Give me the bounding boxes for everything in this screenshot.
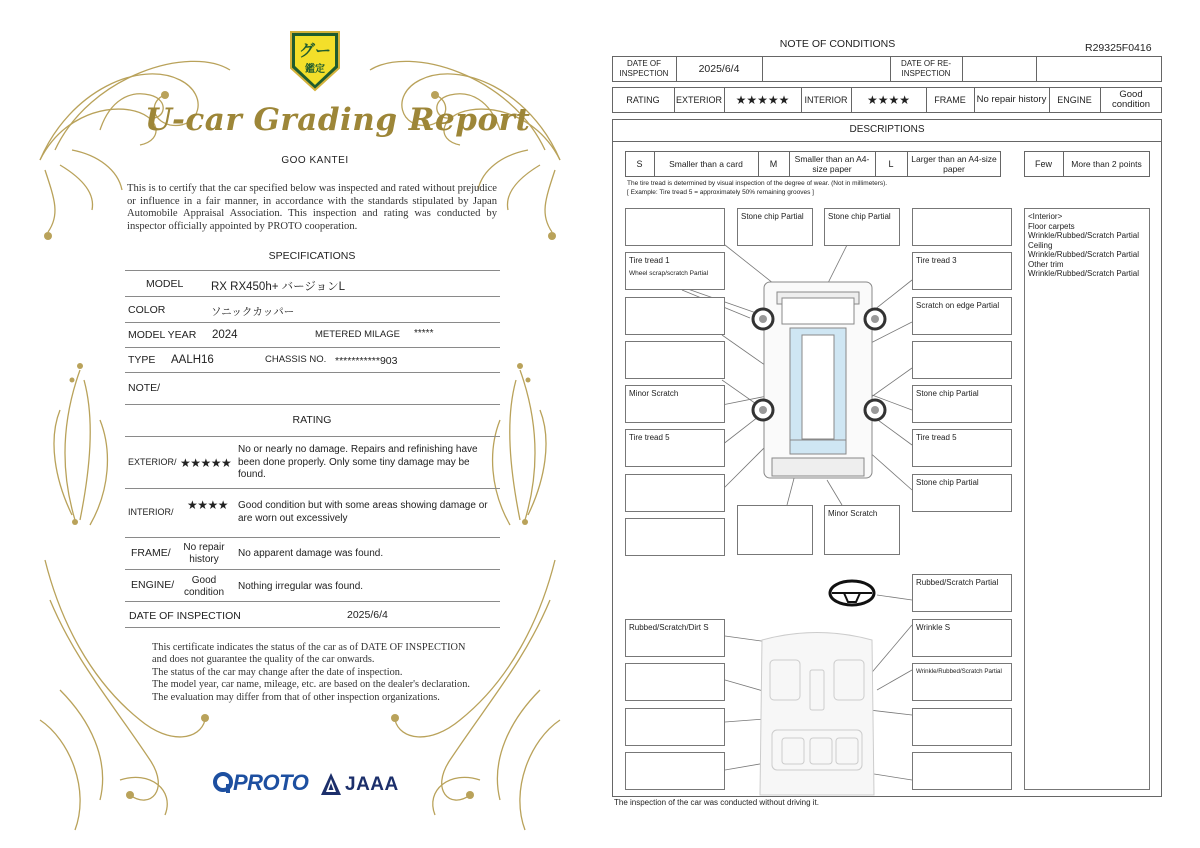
interior-note-line: Wrinkle/Rubbed/Scratch Partial xyxy=(1028,231,1140,240)
report-id: R29325F0416 xyxy=(1085,42,1152,54)
interior-note-line: Ceiling xyxy=(1028,240,1053,250)
legend-few-desc: More than 2 points xyxy=(1071,159,1142,169)
note-scratch-on-edge: Scratch on edge Partial xyxy=(916,301,1000,310)
frame-label: FRAME xyxy=(934,95,966,105)
model-year-label: MODEL YEAR xyxy=(128,329,197,341)
note-rubbed-scratch-dirt: Rubbed/Scratch/Dirt S xyxy=(629,623,709,632)
engine-value: Good condition xyxy=(183,575,225,598)
tire-note: The tire tread is determined by visual inspection of the degree of wear. (Not in millimeters). xyxy=(627,180,888,187)
car-top-view xyxy=(764,282,872,478)
jaaa-logo-icon xyxy=(320,772,342,796)
inspection-footer: The inspection of the car was conducted without driving it. xyxy=(614,798,819,807)
proto-logo-icon xyxy=(213,772,233,794)
divider xyxy=(125,627,500,628)
report-title: U-car Grading Report xyxy=(145,102,531,138)
rating-label: RATING xyxy=(626,95,660,105)
interior-note-line: <Interior> xyxy=(1028,212,1063,221)
interior-note-line: Wrinkle/Rubbed/Scratch Partial xyxy=(1028,269,1140,278)
frame-description: No apparent damage was found. xyxy=(238,548,384,559)
mileage-label: METERED MILAGE xyxy=(315,329,400,340)
mileage-value: ***** xyxy=(414,328,434,339)
interior-note-line: Other trim xyxy=(1028,259,1064,269)
disclaimer-line: This certificate indicates the status of the car as of DATE OF INSPECTION and does not guarantee the quality of the car onwards. xyxy=(152,642,466,666)
interior-note-line: Floor carpets xyxy=(1028,221,1075,231)
note-wheel-scrap: Wheel scrap/scratch Partial xyxy=(629,269,709,277)
tire-example: [ Example: Tire tread 5 = approximately 50% remaining grooves ] xyxy=(627,189,814,196)
type-value: AALH16 xyxy=(171,354,214,366)
divider xyxy=(125,270,500,271)
interior-notes-box xyxy=(1024,208,1150,790)
interior-label: INTERIOR/ xyxy=(128,507,174,517)
engine-label: ENGINE xyxy=(1057,95,1092,105)
note-of-conditions xyxy=(600,0,1200,848)
rating-heading: RATING xyxy=(292,414,332,426)
interior-stars: ★★★★ xyxy=(187,498,229,512)
exterior-stars: ★★★★★ xyxy=(180,456,232,470)
legend-m: M xyxy=(769,159,778,169)
divider xyxy=(125,601,500,602)
note-minor-scratch: Minor Scratch xyxy=(629,389,679,398)
divider xyxy=(125,372,500,373)
frame-value: No repair history xyxy=(976,94,1047,105)
color-label: COLOR xyxy=(128,304,166,316)
date-of-inspection-label: DATE OF INSPECTION xyxy=(129,610,241,622)
legend-s: S xyxy=(636,159,643,169)
note-rubbed-scratch: Rubbed/Scratch Partial xyxy=(916,578,999,587)
legend-m-desc: Smaller than an A4-size paper xyxy=(794,154,870,174)
note-stone-chip: Stone chip Partial xyxy=(741,212,804,221)
frame-value: No repair history xyxy=(183,542,225,565)
note-tire-tread-3: Tire tread 3 xyxy=(916,256,957,265)
report-subtitle: GOO KANTEI xyxy=(281,155,349,166)
disclaimer xyxy=(152,642,472,704)
descriptions-heading: DESCRIPTIONS xyxy=(849,124,925,135)
date-of-inspection-value: 2025/6/4 xyxy=(698,63,740,75)
interior-label: INTERIOR xyxy=(804,95,848,105)
chassis-value: ***********903 xyxy=(335,355,398,367)
divider xyxy=(125,537,500,538)
conditions-title: NOTE OF CONDITIONS xyxy=(779,38,896,50)
disclaimer-line: The model year, car name, mileage, etc. are based on the dealer's declaration. xyxy=(152,679,470,691)
model-label: MODEL xyxy=(146,278,184,290)
exterior-label: EXTERIOR/ xyxy=(128,457,177,467)
divider xyxy=(125,569,500,570)
divider xyxy=(125,347,500,348)
certification-text: This is to certify that the car specified below was inspected and rated without prejudice or influence in a fair manner, in accordance with the standards stipulated by Japan Automobile Appraisal Association. This inspection and rating was conducted by inspector officially appointed by PROTO cooperation. xyxy=(127,183,497,232)
type-label: TYPE xyxy=(128,354,156,366)
steering-wheel-icon xyxy=(830,581,874,605)
frame-label: FRAME/ xyxy=(131,547,171,559)
note-stone-chip: Stone chip Partial xyxy=(916,478,979,487)
divider xyxy=(125,296,500,297)
disclaimer-line: The status of the car may change after the date of inspection. xyxy=(152,666,403,678)
model-value: RX RX450h+ バージョンL xyxy=(211,281,346,293)
divider xyxy=(125,436,500,437)
interior-note-line: Wrinkle/Rubbed/Scratch Partial xyxy=(1028,250,1140,259)
legend-s-desc: Smaller than a card xyxy=(669,159,743,169)
note-tire-tread-5: Tire tread 5 xyxy=(916,433,957,442)
exterior-stars: ★★★★★ xyxy=(735,93,790,107)
note-label: NOTE/ xyxy=(128,382,161,394)
legend-l-desc: Larger than an A4-size paper xyxy=(911,154,997,174)
divider xyxy=(125,404,500,405)
interior-description: Good condition but with some areas showing damage or are worn out excessively xyxy=(238,500,488,524)
note-tire-tread-5: Tire tread 5 xyxy=(629,433,670,442)
note-tire-tread-1: Tire tread 1 xyxy=(629,256,670,265)
note-stone-chip: Stone chip Partial xyxy=(916,389,979,398)
legend-few: Few xyxy=(1034,159,1052,169)
badge-text: グー xyxy=(298,43,331,60)
chassis-label: CHASSIS NO. xyxy=(265,354,327,365)
interior-stars: ★★★★ xyxy=(866,93,911,107)
exterior-label: EXTERIOR xyxy=(675,95,722,105)
note-minor-scratch: Minor Scratch xyxy=(828,509,878,518)
engine-value: Good condition xyxy=(1111,89,1151,110)
note-wrinkle-rubbed-scratch: Wrinkle/Rubbed/Scratch Partial xyxy=(916,668,1002,675)
note-stone-chip: Stone chip Partial xyxy=(828,212,891,221)
exterior-description: No or nearly no damage. Repairs and refinishing have been done properly. Only some tiny damage may be found. xyxy=(238,444,478,480)
date-of-inspection-value: 2025/6/4 xyxy=(347,609,388,621)
proto-logo: PROTO xyxy=(233,770,309,795)
badge-subtext: 鑑定 xyxy=(305,64,325,75)
engine-label: ENGINE/ xyxy=(131,579,175,591)
disclaimer-line: The evaluation may differ from that of other inspection organizations. xyxy=(152,691,440,703)
model-year-value: 2024 xyxy=(212,329,238,341)
engine-description: Nothing irregular was found. xyxy=(238,581,364,592)
divider xyxy=(125,488,500,489)
color-value: ソニックカッパー xyxy=(211,306,295,318)
car-interior-view xyxy=(760,633,874,796)
note-wrinkle: Wrinkle S xyxy=(916,623,951,632)
date-of-inspection-label: DATE OF INSPECTION xyxy=(619,59,669,78)
divider xyxy=(125,322,500,323)
legend-l: L xyxy=(888,159,894,169)
specifications-heading: SPECIFICATIONS xyxy=(268,250,356,262)
date-of-reinspection-label: DATE OF RE-INSPECTION xyxy=(900,59,952,78)
jaaa-logo: JAAA xyxy=(345,774,399,795)
